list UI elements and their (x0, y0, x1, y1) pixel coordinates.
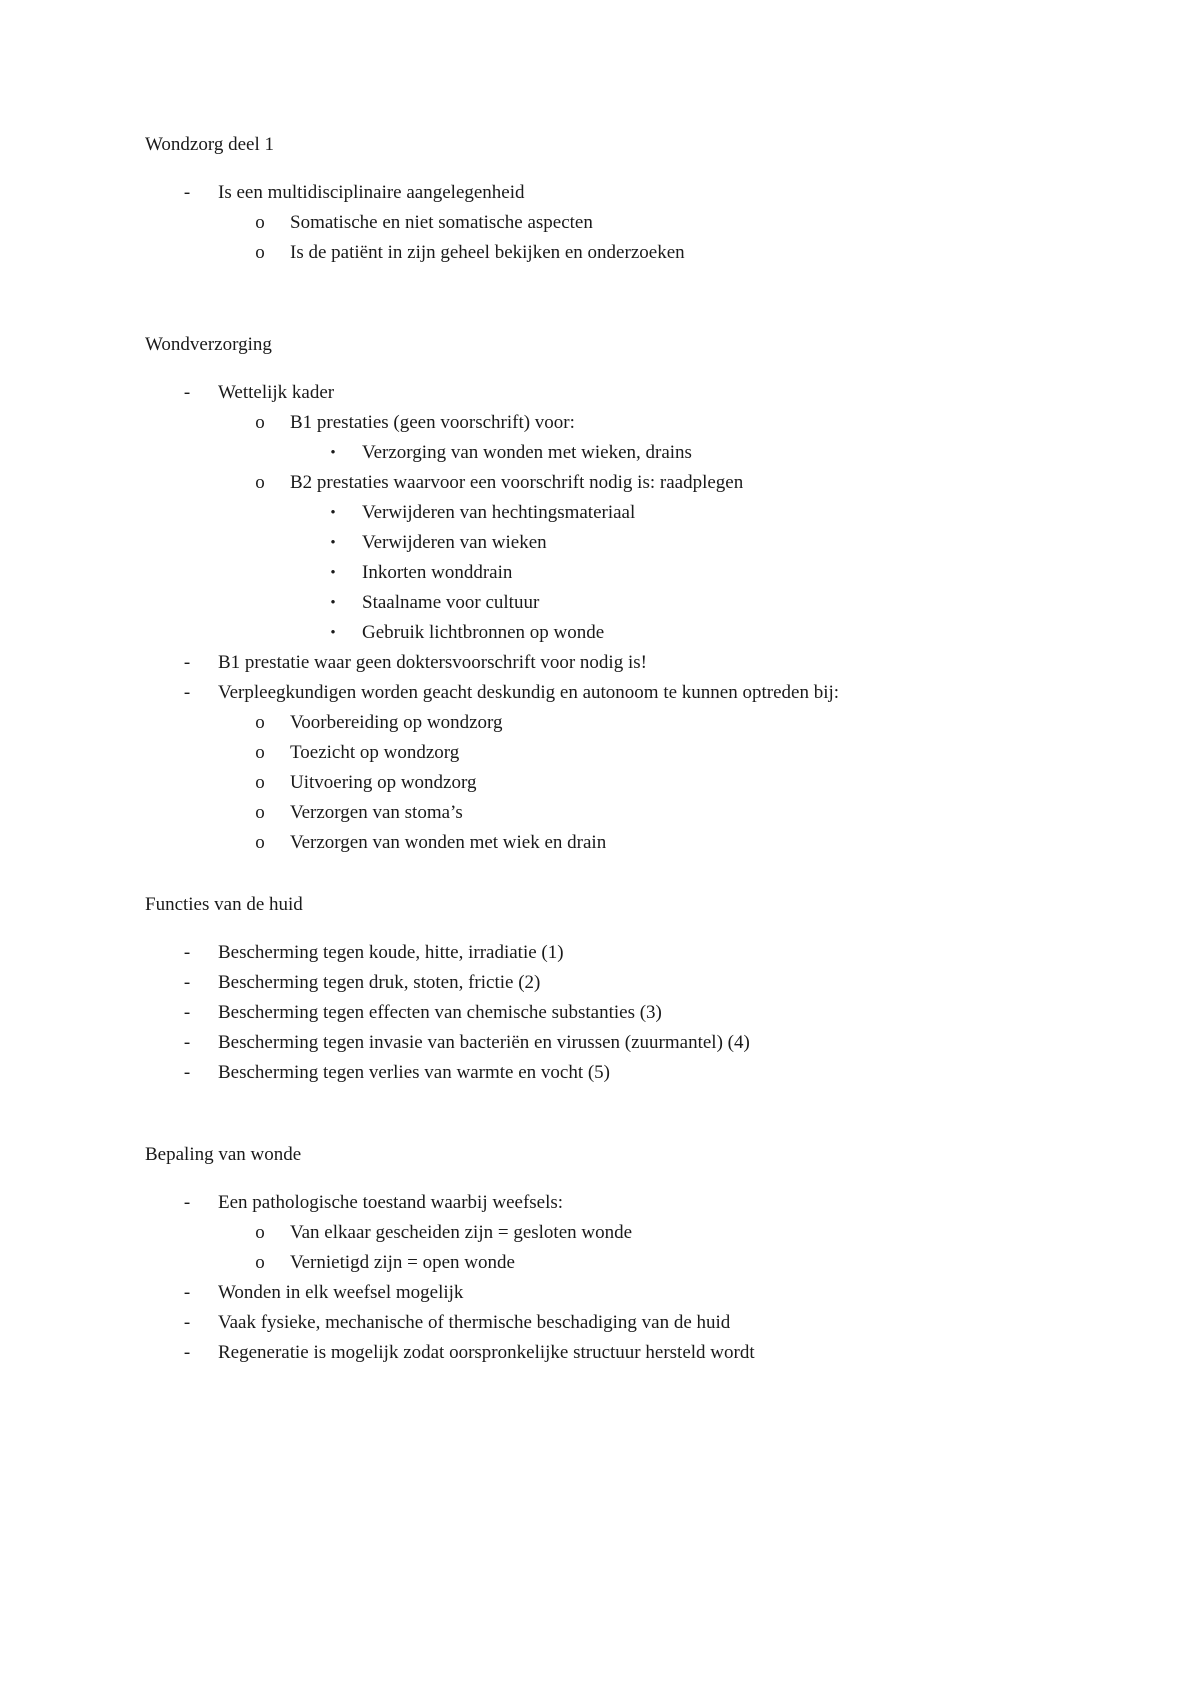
list-item-level-1: Regeneratie is mogelijk zodat oorspronkelijke structuur hersteld wordt (218, 1342, 755, 1363)
section-heading: Wondverzorging (145, 334, 272, 355)
list-item-level-2: Voorbereiding op wondzorg (290, 712, 503, 733)
list-marker-circle: o (255, 802, 265, 823)
list-item-level-2: B2 prestaties waarvoor een voorschrift nodig is: raadplegen (290, 472, 744, 493)
list-marker-bullet: • (330, 625, 336, 641)
list-marker-circle: o (255, 712, 265, 733)
list-marker-circle: o (255, 742, 265, 763)
list-marker-dash: - (183, 182, 191, 203)
list-item-level-1: Wonden in elk weefsel mogelijk (218, 1282, 464, 1303)
list-marker-dash: - (183, 682, 191, 703)
list-marker-circle: o (255, 772, 265, 793)
list-item-level-1: Verpleegkundigen worden geacht deskundig en autonoom te kunnen optreden bij: (218, 682, 840, 703)
list-marker-bullet: • (330, 445, 336, 461)
list-item-level-1: Een pathologische toestand waarbij weefsels: (218, 1192, 564, 1213)
list-marker-dash: - (183, 382, 191, 403)
section-heading: Wondzorg deel 1 (145, 134, 274, 155)
list-item-level-1: Wettelijk kader (218, 382, 335, 403)
list-marker-circle: o (255, 832, 265, 853)
list-item-level-3: Gebruik lichtbronnen op wonde (362, 622, 605, 643)
list-marker-dash: - (183, 942, 191, 963)
list-marker-dash: - (183, 1062, 191, 1083)
list-item-level-2: Van elkaar gescheiden zijn = gesloten wonde (290, 1222, 633, 1243)
list-item-level-1: Bescherming tegen koude, hitte, irradiatie (1) (218, 942, 564, 963)
list-item-level-2: Uitvoering op wondzorg (290, 772, 477, 793)
list-marker-bullet: • (330, 505, 336, 521)
list-marker-dash: - (183, 1282, 191, 1303)
list-item-level-1: Bescherming tegen invasie van bacteriën en virussen (zuurmantel) (4) (218, 1032, 750, 1053)
list-marker-circle: o (255, 1252, 265, 1273)
list-item-level-1: Is een multidisciplinaire aangelegenheid (218, 182, 525, 203)
list-marker-circle: o (255, 212, 265, 233)
list-marker-dash: - (183, 972, 191, 993)
list-item-level-2: Toezicht op wondzorg (290, 742, 460, 763)
list-item-level-2: Verzorgen van wonden met wiek en drain (290, 832, 607, 853)
list-marker-dash: - (183, 652, 191, 673)
section-heading: Bepaling van wonde (145, 1144, 302, 1165)
list-marker-circle: o (255, 412, 265, 433)
list-marker-circle: o (255, 242, 265, 263)
list-item-level-1: Bescherming tegen verlies van warmte en vocht (5) (218, 1062, 610, 1083)
list-marker-dash: - (183, 1342, 191, 1363)
list-item-level-2: Is de patiënt in zijn geheel bekijken en onderzoeken (290, 242, 685, 263)
list-marker-bullet: • (330, 595, 336, 611)
list-marker-bullet: • (330, 535, 336, 551)
list-marker-circle: o (255, 1222, 265, 1243)
list-item-level-2: Vernietigd zijn = open wonde (290, 1252, 515, 1273)
list-item-level-3: Staalname voor cultuur (362, 592, 540, 613)
list-item-level-3: Inkorten wonddrain (362, 562, 513, 583)
list-item-level-2: Verzorgen van stoma’s (290, 802, 463, 823)
list-item-level-1: Bescherming tegen effecten van chemische substanties (3) (218, 1002, 662, 1023)
list-item-level-1: Bescherming tegen druk, stoten, frictie (2) (218, 972, 541, 993)
list-marker-bullet: • (330, 565, 336, 581)
list-item-level-1: Vaak fysieke, mechanische of thermische beschadiging van de huid (218, 1312, 731, 1333)
section-heading: Functies van de huid (145, 894, 303, 915)
list-marker-circle: o (255, 472, 265, 493)
list-item-level-2: B1 prestaties (geen voorschrift) voor: (290, 412, 575, 433)
list-item-level-3: Verwijderen van hechtingsmateriaal (362, 502, 636, 523)
list-marker-dash: - (183, 1002, 191, 1023)
list-marker-dash: - (183, 1192, 191, 1213)
list-item-level-3: Verzorging van wonden met wieken, drains (362, 442, 692, 463)
list-item-level-1: B1 prestatie waar geen doktersvoorschrift voor nodig is! (218, 652, 647, 673)
list-item-level-3: Verwijderen van wieken (362, 532, 547, 553)
list-marker-dash: - (183, 1312, 191, 1333)
list-item-level-2: Somatische en niet somatische aspecten (290, 212, 593, 233)
list-marker-dash: - (183, 1032, 191, 1053)
